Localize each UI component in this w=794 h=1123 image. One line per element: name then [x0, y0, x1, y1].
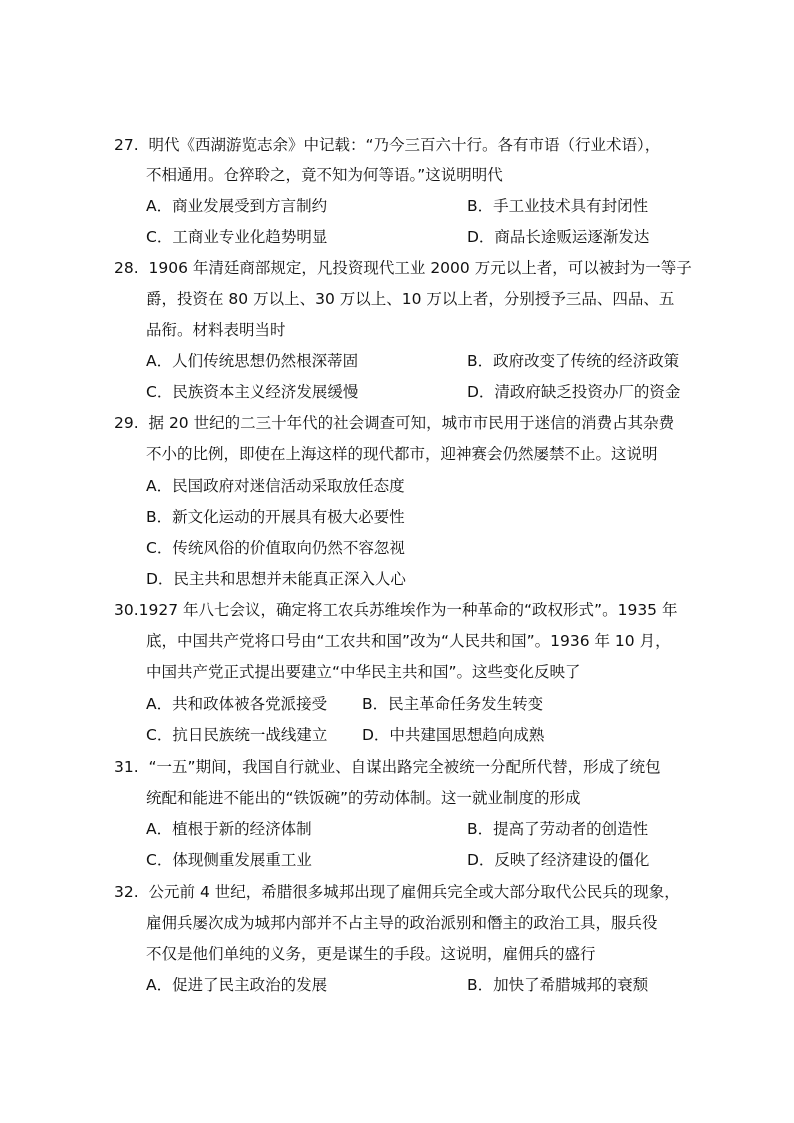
question-31-line-1: 31. “一五”期间，我国自行就业、自谋出路完全被统一分配所代替，形成了统包 — [114, 758, 661, 776]
question-27-option-d: D．商品长途贩运逐渐发达 — [467, 228, 650, 246]
question-30-option-a: A．共和政体被各党派接受 — [146, 695, 328, 713]
question-28-option-c: C．民族资本主义经济发展缓慢 — [146, 383, 359, 401]
question-31-option-d: D．反映了经济建设的僵化 — [467, 851, 650, 869]
question-27-option-b: B．手工业技术具有封闭性 — [467, 197, 649, 215]
question-32-line-2: 雇佣兵屡次成为城邦内部并不占主导的政治派别和僭主的政治工具，服兵役 — [146, 914, 658, 932]
question-30-option-b: B．民主革命任务发生转变 — [362, 695, 544, 713]
question-29-option-b: B．新文化运动的开展具有极大必要性 — [146, 508, 405, 526]
question-27-line-1: 27. 明代《西湖游览志余》中记载：“乃今三百六十行。各有市语（行业术语）， — [114, 136, 661, 154]
question-30-option-c: C．抗日民族统一战线建立 — [146, 726, 328, 744]
question-27-line-2: 不相通用。仓猝聆之，竟不知为何等语。”这说明明代 — [146, 166, 503, 184]
question-29-line-2: 不小的比例，即使在上海这样的现代都市，迎神赛会仍然屡禁不止。这说明 — [146, 445, 658, 463]
question-30-line-1: 30.1927 年八七会议，确定将工农兵苏维埃作为一种革命的“政权形式”。1935 年 — [114, 601, 678, 619]
question-30-option-d: D．中共建国思想趋向成熟 — [362, 726, 545, 744]
question-30-line-2: 底，中国共产党将口号由“工农共和国”改为“人民共和国”。1936 年 10 月， — [146, 632, 671, 650]
question-28-line-1: 28. 1906 年清廷商部规定，凡投资现代工业 2000 万元以上者，可以被封为一等子 — [114, 259, 692, 277]
question-29-option-d: D．民主共和思想并未能真正深入人心 — [146, 570, 406, 588]
question-31-line-2: 统配和能进不能出的“铁饭碗”的劳动体制。这一就业制度的形成 — [146, 789, 581, 807]
question-32-line-1: 32. 公元前 4 世纪，希腊很多城邦出现了雇佣兵完全或大部分取代公民兵的现象， — [114, 883, 680, 901]
question-30-line-3: 中国共产党正式提出要建立“中华民主共和国”。这些变化反映了 — [146, 663, 581, 681]
question-31-option-c: C．体现侧重发展重工业 — [146, 851, 312, 869]
question-29-line-1: 29. 据 20 世纪的二三十年代的社会调查可知，城市市民用于迷信的消费占其杂费 — [114, 414, 675, 432]
question-28-line-2: 爵，投资在 80 万以上、30 万以上、10 万以上者，分别授予三品、四品、五 — [146, 290, 675, 308]
question-28-option-d: D．清政府缺乏投资办厂的资金 — [467, 383, 681, 401]
question-27-option-a: A．商业发展受到方言制约 — [146, 197, 328, 215]
question-32-option-a: A．促进了民主政治的发展 — [146, 976, 328, 994]
question-29-option-a: A．民国政府对迷信活动采取放任态度 — [146, 477, 405, 495]
question-28-option-a: A．人们传统思想仍然根深蒂固 — [146, 352, 359, 370]
question-31-option-a: A．植根于新的经济体制 — [146, 820, 312, 838]
question-28-line-3: 品衔。材料表明当时 — [146, 321, 286, 339]
question-31-option-b: B．提高了劳动者的创造性 — [467, 820, 649, 838]
question-28-option-b: B．政府改变了传统的经济政策 — [467, 352, 680, 370]
question-27-option-c: C．工商业专业化趋势明显 — [146, 228, 328, 246]
question-32-option-b: B．加快了希腊城邦的衰颓 — [467, 976, 649, 994]
question-29-option-c: C．传统风俗的价值取向仍然不容忽视 — [146, 539, 405, 557]
question-32-line-3: 不仅是他们单纯的义务，更是谋生的手段。这说明，雇佣兵的盛行 — [146, 945, 596, 963]
